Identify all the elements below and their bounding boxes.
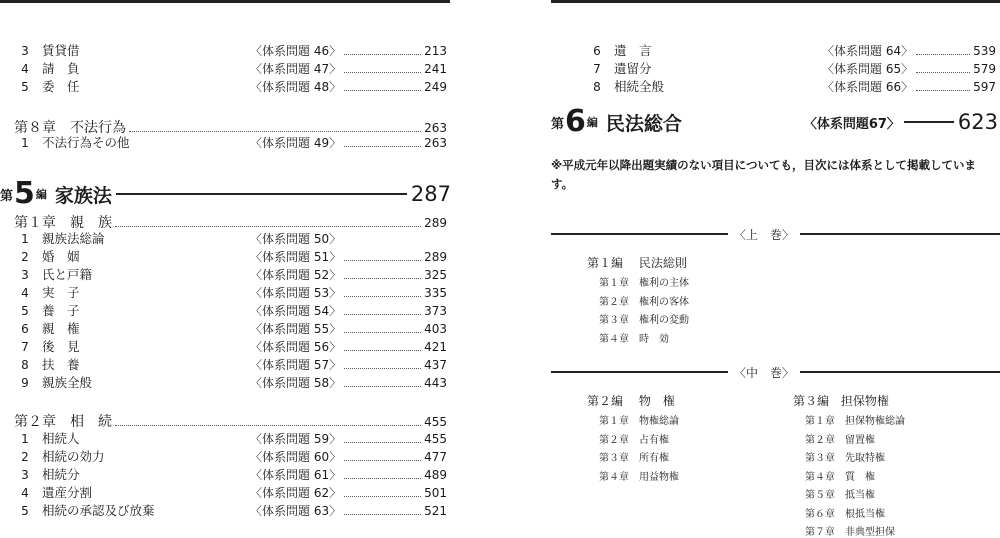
volume-chapter (805, 468, 875, 483)
volume-chapter (599, 468, 679, 483)
volume-chapter (805, 412, 905, 427)
item-reference: 〈体系問題 52〉 (250, 268, 342, 282)
toc-item (586, 61, 996, 77)
leader-dots (344, 513, 421, 515)
part-title: 担保物権 (840, 394, 889, 408)
chapter-label: 第２章 (599, 434, 629, 446)
chapter-label: 第８章 (14, 120, 56, 136)
page-number: 437 (424, 358, 447, 372)
volume-chapter (599, 274, 689, 289)
leader-dots (344, 53, 421, 55)
volume-chapter (599, 412, 679, 427)
divider-rule (800, 233, 1000, 235)
leader-dots (344, 277, 421, 279)
toc-item (14, 467, 447, 483)
item-reference: 〈体系問題 62〉 (250, 486, 342, 500)
page-number: 489 (424, 468, 447, 482)
chapter-2-heading (14, 414, 447, 430)
toc-item (14, 357, 447, 373)
chapter-label: 第２章 (805, 434, 835, 446)
item-title: 実 子 (42, 285, 80, 300)
item-title: 親 権 (42, 321, 80, 336)
part-page: 287 (410, 182, 451, 206)
item-reference: 〈体系問題 60〉 (250, 450, 342, 464)
chapter-label: 第５章 (805, 490, 835, 501)
item-title: 賃貸借 (42, 43, 80, 58)
chapter-label: 第３章 (599, 315, 629, 326)
volume-chapter (599, 311, 689, 326)
leader-dots (344, 331, 421, 333)
item-title: 親族全般 (42, 375, 93, 390)
chapter-title: 物権総論 (639, 416, 679, 427)
page-number: 455 (424, 415, 447, 429)
leader-dots (115, 225, 421, 227)
toc-item (14, 321, 447, 337)
toc-item (14, 431, 447, 447)
toc-item (586, 43, 996, 59)
divider-rule (800, 371, 1000, 373)
volume-chapter (805, 449, 885, 464)
chapter-title: 親 族 (70, 215, 112, 231)
part-label: 第３編 (793, 394, 830, 408)
part-suffix: 編 (586, 116, 598, 129)
item-reference: 〈体系問題 51〉 (250, 250, 342, 264)
chapter-label: 第４章 (599, 471, 629, 483)
page-number: 597 (973, 80, 996, 94)
top-rule-right (551, 0, 1000, 3)
chapter-title: 非典型担保 (845, 527, 895, 538)
leader-dots (344, 495, 421, 497)
page-number: 521 (424, 504, 447, 518)
chapter-title: 質 権 (845, 471, 875, 483)
item-number: 6 (593, 44, 601, 58)
item-reference: 〈体系問題 59〉 (250, 432, 342, 446)
item-number: 6 (21, 322, 29, 336)
leader-dots (344, 349, 421, 351)
toc-item (14, 79, 447, 95)
chapter-label: 第１章 (805, 416, 835, 427)
item-reference: 〈体系問題 58〉 (250, 376, 342, 390)
part-rule (904, 121, 954, 123)
item-number: 1 (21, 232, 29, 246)
toc-item (14, 285, 447, 301)
part-page: 623 (957, 110, 998, 134)
item-reference: 〈体系問題 54〉 (250, 304, 342, 318)
chapter-title: 権利の変動 (639, 315, 689, 326)
volume-chapter (599, 449, 669, 464)
page-number: 421 (424, 340, 447, 354)
item-number: 8 (21, 358, 29, 372)
item-reference: 〈体系問題 65〉 (822, 62, 914, 76)
chapter-label: 第６章 (805, 508, 835, 520)
chapter-title: 権利の客体 (639, 296, 689, 308)
item-reference: 〈体系問題 57〉 (250, 358, 342, 372)
volume-upper-divider (551, 226, 1000, 242)
item-number: 3 (21, 468, 29, 482)
page-number: 289 (424, 216, 447, 230)
item-title: 養 子 (42, 303, 80, 318)
item-number: 8 (593, 80, 601, 94)
item-title: 委 任 (42, 79, 80, 94)
toc-item (14, 449, 447, 465)
chapter-label: 第４章 (805, 471, 835, 483)
page-number: 213 (424, 44, 447, 58)
chapter-label: 第１章 (599, 416, 629, 427)
item-title: 扶 養 (42, 357, 80, 372)
part-ref: 〈体系問題67〉 (803, 116, 900, 132)
leader-dots (344, 459, 421, 461)
item-number: 4 (21, 286, 29, 300)
top-rule-left (0, 0, 450, 3)
item-number: 4 (21, 62, 29, 76)
item-reference: 〈体系問題 66〉 (822, 80, 914, 94)
toc-item (14, 485, 447, 501)
item-reference: 〈体系問題 50〉 (250, 232, 342, 246)
volume-chapter (599, 330, 669, 345)
part-rule (116, 193, 407, 195)
chapter-title: 留置権 (845, 434, 875, 446)
item-title: 遺産分割 (42, 485, 93, 500)
toc-item (14, 267, 447, 283)
item-title: 相続人 (42, 431, 80, 446)
item-title: 相続分 (42, 467, 80, 482)
part-label: 第２編 (587, 394, 624, 408)
chapter-title: 先取特権 (845, 453, 885, 464)
volume-chapter (599, 431, 669, 446)
item-reference: 〈体系問題 53〉 (250, 286, 342, 300)
item-number: 3 (21, 268, 29, 282)
chapter-title: 相 続 (70, 414, 112, 430)
page-number: 539 (973, 44, 996, 58)
chapter-1-heading (14, 215, 447, 231)
chapter-title: 抵当権 (845, 490, 875, 501)
chapter-label: 第１章 (14, 215, 56, 231)
page-number: 373 (424, 304, 447, 318)
leader-dots (344, 477, 421, 479)
page-number: 455 (424, 432, 447, 446)
volume-chapter (805, 431, 875, 446)
leader-dots (129, 130, 421, 132)
item-number: 3 (21, 44, 29, 58)
item-number: 5 (21, 304, 29, 318)
item-number: 2 (21, 250, 29, 264)
volume-chapter (599, 293, 689, 308)
leader-dots (115, 424, 421, 426)
leader-dots (344, 313, 421, 315)
part-prefix: 第 (551, 116, 565, 132)
divider-rule (551, 371, 728, 373)
item-reference: 〈体系問題 46〉 (250, 44, 342, 58)
leader-dots (344, 367, 421, 369)
item-number: 1 (21, 432, 29, 446)
chapter-title: 不法行為 (70, 120, 126, 136)
item-reference: 〈体系問題 61〉 (250, 468, 342, 482)
toc-item (14, 375, 447, 391)
leader-dots (344, 145, 421, 147)
chapter-label: 第２章 (14, 414, 56, 430)
leader-dots (916, 53, 970, 55)
page-number: 403 (424, 322, 447, 336)
part-prefix: 第 (0, 188, 14, 204)
item-number: 9 (21, 376, 29, 390)
part-1-heading (587, 254, 687, 271)
item-title: 不法行為その他 (42, 135, 130, 150)
part-2-heading (587, 392, 675, 409)
volume-chapter (805, 486, 875, 501)
item-title: 相続全般 (614, 79, 665, 94)
leader-dots (344, 71, 421, 73)
chapter-title: 時 効 (639, 333, 669, 345)
item-reference: 〈体系問題 47〉 (250, 62, 342, 76)
item-number: 7 (593, 62, 601, 76)
page-number: 263 (424, 121, 447, 135)
leader-dots (344, 295, 421, 297)
page-number: 241 (424, 62, 447, 76)
toc-item (14, 61, 447, 77)
leader-dots (344, 89, 421, 91)
page-number: 325 (424, 268, 447, 282)
part-title: 民法総則 (638, 256, 687, 270)
item-title: 請 負 (42, 61, 80, 76)
part-suffix: 編 (35, 188, 47, 201)
item-number: 1 (21, 136, 29, 150)
item-title: 相続の効力 (42, 449, 105, 464)
item-number: 4 (21, 486, 29, 500)
page-number: 289 (424, 250, 447, 264)
chapter-title: 権利の主体 (639, 278, 689, 289)
part-label: 第１編 (587, 256, 624, 270)
volume-label: 〈中 巻〉 (733, 365, 794, 380)
item-title: 親族法総論 (42, 231, 105, 246)
leader-dots (344, 259, 421, 261)
chapter-title: 根抵当権 (845, 508, 885, 520)
chapter-8-heading (14, 120, 447, 136)
toc-item (14, 43, 447, 59)
part-title: 家族法 (54, 184, 112, 207)
toc-item (14, 303, 447, 319)
volume-chapter (805, 505, 885, 520)
leader-dots (916, 89, 970, 91)
item-reference: 〈体系問題 49〉 (250, 136, 342, 150)
chapter-title: 占有権 (639, 434, 669, 446)
notice-text: ※平成元年以降出題実績のない項目についても，目次には体系として掲載しています。 (551, 158, 976, 191)
item-title: 遺留分 (614, 61, 652, 76)
page-number: 501 (424, 486, 447, 500)
toc-item (14, 339, 447, 355)
chapter-label: 第４章 (599, 333, 629, 345)
part-title: 民法総合 (605, 112, 682, 135)
item-title: 婚 姻 (42, 249, 80, 264)
toc-item (14, 135, 447, 151)
chapter-title: 担保物権総論 (845, 416, 905, 427)
item-reference: 〈体系問題 55〉 (250, 322, 342, 336)
part-number: 6 (565, 104, 586, 139)
volume-chapter (805, 523, 895, 538)
chapter-title: 所有権 (639, 453, 669, 464)
leader-dots (344, 385, 421, 387)
divider-rule (551, 233, 728, 235)
chapter-label: 第７章 (805, 527, 835, 538)
chapter-label: 第１章 (599, 278, 629, 289)
chapter-label: 第２章 (599, 296, 629, 308)
item-number: 7 (21, 340, 29, 354)
part-3-heading (793, 392, 889, 409)
chapter-label: 第３章 (599, 453, 629, 464)
volume-middle-divider (551, 364, 1000, 380)
part-5-heading (0, 176, 451, 211)
toc-item (14, 249, 447, 265)
toc-item (14, 231, 447, 247)
item-title: 遺 言 (614, 43, 652, 58)
volume-label: 〈上 巻〉 (733, 227, 794, 242)
leader-dots (916, 71, 970, 73)
leader-dots (344, 441, 421, 443)
item-reference: 〈体系問題 56〉 (250, 340, 342, 354)
toc-item (14, 503, 447, 519)
part-6-heading (551, 104, 998, 139)
page-number: 579 (973, 62, 996, 76)
part-title: 物 権 (638, 394, 675, 408)
part-number: 5 (14, 176, 35, 211)
item-title: 後 見 (42, 339, 80, 354)
page-number: 335 (424, 286, 447, 300)
item-reference: 〈体系問題 64〉 (822, 44, 914, 58)
item-title: 相続の承認及び放棄 (42, 503, 155, 518)
item-reference: 〈体系問題 63〉 (250, 504, 342, 518)
item-reference: 〈体系問題 48〉 (250, 80, 342, 94)
item-number: 5 (21, 504, 29, 518)
item-number: 2 (21, 450, 29, 464)
item-title: 氏と戸籍 (42, 267, 93, 282)
page-number: 477 (424, 450, 447, 464)
page-number: 443 (424, 376, 447, 390)
chapter-title: 用益物権 (639, 471, 679, 483)
page-number: 263 (424, 136, 447, 150)
chapter-label: 第３章 (805, 453, 835, 464)
toc-item (586, 79, 996, 95)
page-number: 249 (424, 80, 447, 94)
item-number: 5 (21, 80, 29, 94)
